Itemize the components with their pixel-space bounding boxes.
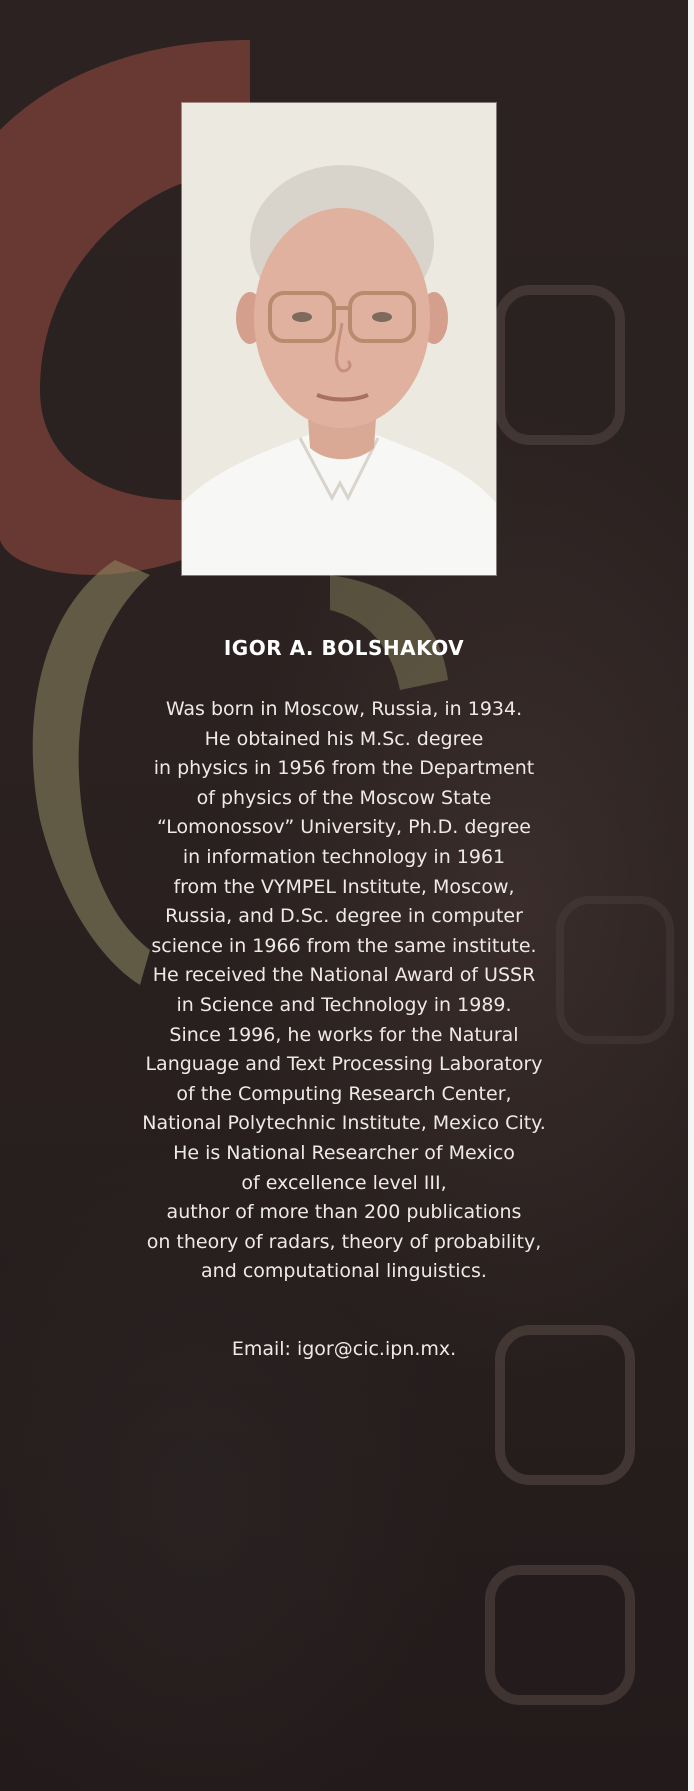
bio-line: National Polytechnic Institute, Mexico City. bbox=[142, 1112, 546, 1135]
bio-line: Since 1996, he works for the Natural bbox=[169, 1023, 519, 1046]
author-email: Email: igor@cic.ipn.mx. bbox=[231, 1338, 457, 1360]
olive-arc-right bbox=[330, 575, 448, 690]
glyph-block bbox=[500, 290, 620, 440]
bio-line: in Science and Technology in 1989. bbox=[176, 993, 512, 1016]
bio-line: from the VYMPEL Institute, Moscow, bbox=[173, 875, 515, 898]
bio-line: He obtained his M.Sc. degree bbox=[204, 727, 484, 750]
bio-line: Language and Text Processing Laboratory bbox=[145, 1053, 543, 1076]
bio-line: of excellence level III, bbox=[241, 1171, 447, 1194]
bio-line: of the Computing Research Center, bbox=[176, 1082, 512, 1105]
portrait-illustration bbox=[182, 103, 496, 575]
glyph-block bbox=[490, 1570, 630, 1700]
bio-line: Russia, and D.Sc. degree in computer bbox=[165, 905, 523, 928]
bio-line: He received the National Award of USSR bbox=[152, 964, 536, 987]
page-edge bbox=[688, 0, 694, 1791]
bio-line: in physics in 1956 from the Department bbox=[153, 757, 535, 780]
bio-line: He is National Researcher of Mexico bbox=[173, 1141, 515, 1164]
bio-line: of physics of the Moscow State bbox=[196, 786, 492, 809]
bio-line: Was born in Moscow, Russia, in 1934. bbox=[165, 698, 523, 720]
bio-line: on theory of radars, theory of probability, bbox=[146, 1230, 542, 1253]
bio-line: and computational linguistics. bbox=[201, 1260, 487, 1283]
bio-line: “Lomonossov” University, Ph.D. degree bbox=[157, 816, 531, 839]
bio-line: science in 1966 from the same institute. bbox=[151, 934, 537, 957]
author-portrait bbox=[182, 103, 496, 575]
author-biography bbox=[84, 695, 604, 1287]
bio-line: author of more than 200 publications bbox=[166, 1201, 522, 1224]
author-name: IGOR A. BOLSHAKOV bbox=[223, 636, 465, 660]
bio-line: in information technology in 1961 bbox=[182, 845, 506, 868]
